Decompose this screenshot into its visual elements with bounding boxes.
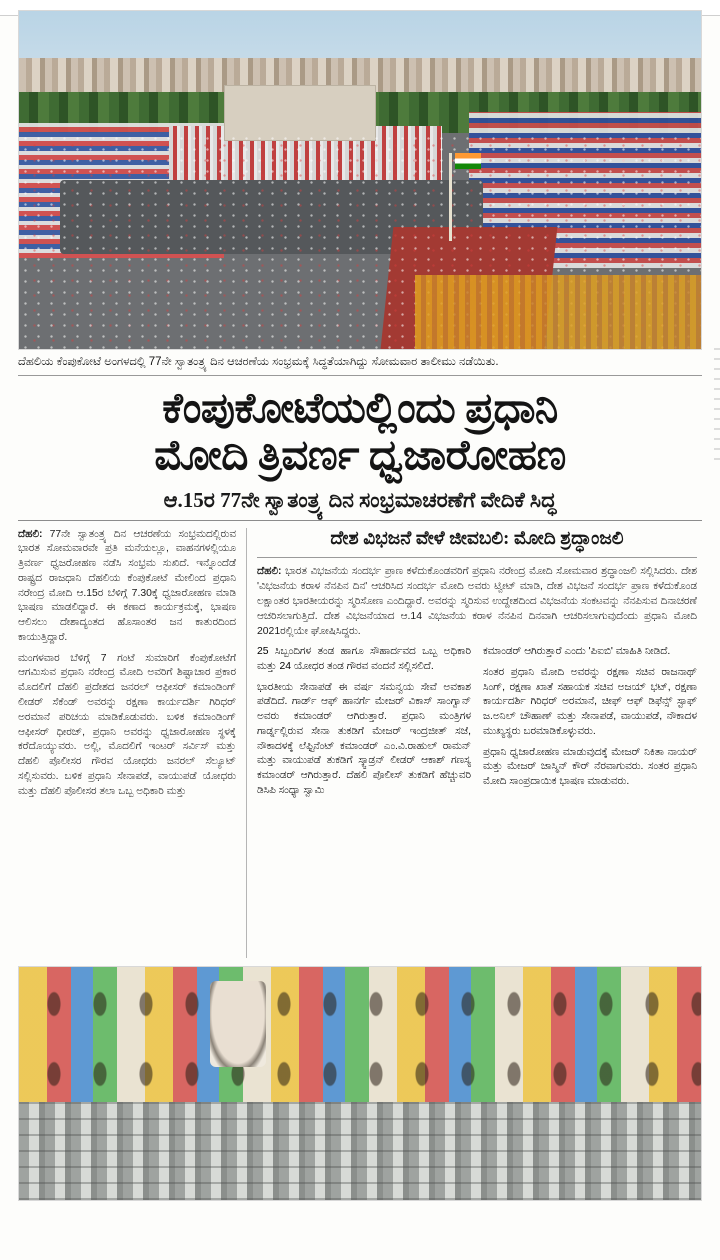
secondary-paragraph-1 [257, 564, 697, 639]
left-column-paragraph-1 [18, 528, 236, 646]
secondary-article-body [257, 564, 697, 639]
left-column-paragraph-2: ಮಂಗಳವಾರ ಬೆಳಿಗ್ಗೆ 7 ಗಂಟೆ ಸುಮಾರಿಗೆ ಕೆಂಪುಕೋಟೆಗೆ ಆಗಮಿಸುವ ಪ್ರಧಾನಿ ನರೇಂದ್ರ ಮೋದಿ ಅವರಿಗೆ ಶಿಷ್ಟಾಚಾರ ಪ್ರಕಾರ ಮೊದಲಿಗೆ ದೆಹಲಿ ಪ್ರದೇಶದ ಜನರಲ್ ಆಫೀಸರ್ ಕಮಾಂಡಿಂಗ್ ಲೀಡರ್ ಸೆಕೆಂಡ್ ಅವರನ್ನು ರಕ್ಷಣಾ ಕಾರ್ಯದರ್ಶಿ ಗಿರಿಧರ್ ಅರಮಾನೆ ಪರಿಚಯ ಮಾಡಿಕೊಡುವರು. ಬಳಿಕ ಕಮಾಂಡಿಂಗ್ ಆಫೀಸರ್ ಧೀರಜ್, ಪ್ರಧಾನಿ ಅವರನ್ನು ಧ್ವಜಾರೋಹಣ ಸ್ಥಳಕ್ಕೆ ಕರೆದೊಯ್ಯುವರು. ಅಲ್ಲಿ, ಮೊದಲಿಗೆ ಇಂಟರ್ ಸರ್ವಿಸ್ ಮತ್ತು ದೆಹಲಿ ಪೊಲೀಸರ ಗೌರವ ಯೋಧರು ಜನರಲ್ ಸೆಲ್ಯೂಟ್ ಸಲ್ಲಿಸುವರು. ಬಳಿಕ ಪ್ರಧಾನಿ ಸೇನಾಪಡೆ, ವಾಯುಪಡೆ ಯೋಧರು ಮತ್ತು ದೆಹಲಿ ಪೊಲೀಸರ ತಲಾ ಒಬ್ಬ ಅಧಿಕಾರಿ ಮತ್ತು [18, 652, 236, 797]
secondary-dateline: ದೆಹಲಿ: [257, 565, 282, 577]
article-right-block [257, 528, 697, 958]
photo-flag-pole [449, 153, 452, 241]
top-photo [18, 10, 702, 350]
lower-col1-paragraph-2: ಭಾರತೀಯ ಸೇನಾಪಡೆ ಈ ವರ್ಷ ಸಮನ್ವಯ ಸೇವೆ ಅವಕಾಶ ಪಡೆದಿದೆ. ಗಾರ್ಡ್ ಆಫ್ ಹಾನರ್ಗೆ ಮೇಜರ್ ವಿಕಾಸ್ ಸಾಂಗ್ವಾನ್ ಅವರು ಕಮಾಂಡರ್ ಆಗಿರುತ್ತಾರೆ. ಪ್ರಧಾನಿ ಮಂತ್ರಿಗಳ ಗಾರ್ಡ್ನಲ್ಲಿರುವ ಸೇನಾ ತುಕಡಿಗೆ ಮೇಜರ್ ಇಂದ್ರಜೀತ್ ಸಜೆ, ನೌಕಾದಳಕ್ಕೆ ಲೆಫ್ಟಿನೆಂಟ್ ಕಮಾಂಡರ್ ಎಂ.ವಿ.ರಾಹುಲ್ ರಾಮನ್ ಮತ್ತು ವಾಯುಪಡೆ ತುಕಡಿಗೆ ಸ್ಕ್ವಾಡ್ರನ್ ಲೀಡರ್ ಆಕಾಶ್ ಗಣಸ್ಯ ಕಮಾಂಡರ್ ಆಗಿರುತ್ತಾರೆ. ದೆಹಲಿ ಪೊಲೀಸ್ ತುಕಡಿಗೆ ಹೆಚ್ಚುವರಿ ಡಿಸಿಪಿ ಸಂಧ್ಯಾ ಸ್ವಾಮಿ [257, 681, 471, 796]
mural-figures [19, 976, 701, 1102]
top-photo-caption: ದೆಹಲಿಯ ಕೆಂಪುಕೋಟೆ ಅಂಗಳದಲ್ಲಿ 77ನೇ ಸ್ವಾತಂತ್ರ್ಯ ದಿನ ಆಚರಣೆಯ ಸಂಭ್ರಮಕ್ಕೆ ಸಿದ್ಧತೆಯಾಗಿದ್ದು ಸೋಮವಾರ ತಾಲೀಮು ನಡೆಯಿತು. [18, 350, 702, 376]
secondary-headline: ದೇಶ ವಿಭಜನೆ ವೇಳೆ ಜೀವಬಲಿ: ಮೋದಿ ಶ್ರದ್ಧಾಂಜಲಿ [257, 528, 697, 558]
lower-col2-paragraph-2: ಸಂತರ ಪ್ರಧಾನಿ ಮೋದಿ ಅವರನ್ನು ರಕ್ಷಣಾ ಸಚಿವ ರಾಜನಾಥ್ ಸಿಂಗ್, ರಕ್ಷಣಾ ಖಾತೆ ಸಹಾಯಕ ಸಚಿವ ಅಜಯ್ ಭಟ್, ರಕ್ಷಣಾ ಕಾರ್ಯದರ್ಶಿ ಗಿರಿಧರ್ ಅರಮಾನೆ, ಚೀಫ್ ಆಫ್ ಡಿಫೆನ್ಸ್ ಸ್ಟಾಫ್ ಜ.ಅನಿಲ್ ಚೌಹಾಣ್ ಮತ್ತು ಸೇನಾಪಡೆ, ವಾಯುಪಡೆ, ನೌಕಾದಳ ಮುಖ್ಯಸ್ಥರು ಬರಮಾಡಿಕೊಳ್ಳುವರು. [483, 666, 697, 737]
photo-flower-decoration [415, 275, 701, 349]
secondary-text-1: ಭಾರತ ವಿಭಜನೆಯ ಸಂದರ್ಭ ಪ್ರಾಣ ಕಳೆದುಕೊಂಡವರಿಗೆ ಪ್ರಧಾನಿ ನರೇಂದ್ರ ಮೋದಿ ಸೋಮವಾರ ಶ್ರದ್ಧಾಂಜಲಿ ಸಲ್ಲಿಸಿದರು. ದೇಶ 'ವಿಭಜನೆಯ ಕರಾಳ ನೆನಪಿನ ದಿನ' ಆಚರಿಸಿದ ಸಂದರ್ಭ ಮೋದಿ ಅವರು ಟ್ವೀಟ್ ಮಾಡಿ, ದೇಶ ವಿಭಜನೆ ಸಂದರ್ಭ ಪ್ರಾಣ ಕಳೆದುಕೊಂಡ ಲಕ್ಷಾಂತರ ಭಾರತೀಯರನ್ನು ಸ್ಮರಿಸೋಣ ಎಂದಿದ್ದಾರೆ. ಅವರನ್ನು ಸ್ಮರಿಸುವ ಉದ್ದೇಶದಿಂದ ವಿಭಜನೆಯ ಸಂಕಟವನ್ನು ನೆನಪಿಸುವ ದಿನಾಚರಣೆ ಆಚರಿಸಲಾಗುತ್ತಿದೆ. ದೇಶ ವಿಭಜನೆಯಾದ ಆ.14 ವಿಭಜನೆಯ ಕರಾಳ ನೆನಪಿನ ದಿನವಾಗಿ ಆಚರಿಸಲಾಗುವುದೆಂದು ಪ್ರಧಾನಿ ಮೋದಿ 2021ರಲ್ಲಿಯೇ ಘೋಷಿಸಿದ್ದರು. [257, 565, 697, 638]
lower-col1-paragraph-1: 25 ಸಿಬ್ಬಂದಿಗಳ ತಂಡ ಹಾಗೂ ಸೌಹಾರ್ದವದ ಒಬ್ಬ ಅಧಿಕಾರಿ ಮತ್ತು 24 ಯೋಧರ ತಂಡ ಗೌರವ ವಂದನೆ ಸಲ್ಲಿಸಲಿದೆ. [257, 646, 471, 672]
headline-line-1: ಕೆಂಪುಕೋಟೆಯಲ್ಲಿಂದು ಪ್ರಧಾನಿ [162, 385, 558, 432]
tricolour-flag-icon [455, 153, 481, 169]
lower-col2-paragraph-1: ಕಮಾಂಡರ್ ಆಗಿರುತ್ತಾರೆ ಎಂದು 'ಪಿಐಬಿ' ಮಾಹಿತಿ ನೀಡಿದೆ. [483, 646, 671, 658]
lower-column-2 [483, 645, 697, 805]
headline-subhead: ಆ.15ರ 77ನೇ ಸ್ವಾತಂತ್ರ್ಯ ದಿನ ಸಂಭ್ರಮಾಚರಣೆಗೆ ವೇದಿಕೆ ಸಿದ್ಧ [18, 488, 702, 521]
page-edge-marks [714, 340, 720, 460]
left-column-text-1: 77ನೇ ಸ್ವಾತಂತ್ರ್ಯ ದಿನ ಆಚರಣೆಯ ಸಂಭ್ರಮದಲ್ಲಿರುವ ಭಾರತ ಸೋಮವಾರವೇ ಪ್ರತಿ ಮನೆಯಲ್ಲೂ, ವಾಹನಗಳಲ್ಲಿಯೂ ತ್ರಿವರ್ಣ ಧ್ವಜರೋಹಣ ನಡೆಸಿ ಸಂಭ್ರಮ ಸುಖಿದೆ. ಇನ್ನೊಂದೆಡೆ ರಾಷ್ಟ್ರದ ರಾಜಧಾನಿ ದೆಹಲಿಯ ಕೆಂಪುಕೋಟೆ ಮೇಲಿಂದ ಪ್ರಧಾನಿ ನರೇಂದ್ರ ಮೋದಿ ಆ.15ರ ಬೆಳಿಗ್ಗೆ 7.30ಕ್ಕೆ ಧ್ವಜಾರೋಹಣ ಮಾಡಿ ಭಾಷಣ ಮಾಡಲಿದ್ದಾರೆ. ಈ ಕಣಾದ ಕಾರ್ಯಕ್ರಮಕ್ಕೆ, ಭಾಷಣ ಆಲಿಸಲು ದೇಶಾದ್ಯಂತದ ಹೊಸಾಂತರ ಜನ ಕಾತುರದಿಂದ ಕಾಯುತ್ತಿದ್ದಾರೆ. [18, 528, 236, 643]
newspaper-page [0, 10, 720, 1260]
article-left-column [18, 528, 236, 958]
dateline: ದೆಹಲಿ: [18, 528, 43, 540]
article-body [18, 528, 702, 958]
lower-column-1 [257, 645, 471, 805]
bottom-photo [18, 966, 702, 1201]
chair-row-lines [19, 1102, 701, 1200]
lower-col2-paragraph-3: ಪ್ರಧಾನಿ ಧ್ವಜಾರೋಹಣ ಮಾಡುವುದಕ್ಕೆ ಮೇಜರ್ ನಿಕಿತಾ ನಾಯರ್ ಮತ್ತು ಮೇಜರ್ ಜಾಸ್ಮಿನ್ ಕೌರ್ ನೆರವಾಗುವರು. ಸಂತರ ಪ್ರಧಾನಿ ಮೋದಿ ಸಾಂಪ್ರದಾಯಿಕ ಭಾಷಣ ಮಾಡುವರು. [483, 746, 697, 788]
headline-line-2: ಮೋದಿ ತ್ರಿವರ್ಣ ಧ್ವಜಾರೋಹಣ [154, 432, 566, 479]
page-title [18, 386, 702, 480]
lower-two-column-area [257, 645, 697, 805]
mural-portrait [210, 981, 266, 1067]
column-divider [246, 528, 247, 958]
